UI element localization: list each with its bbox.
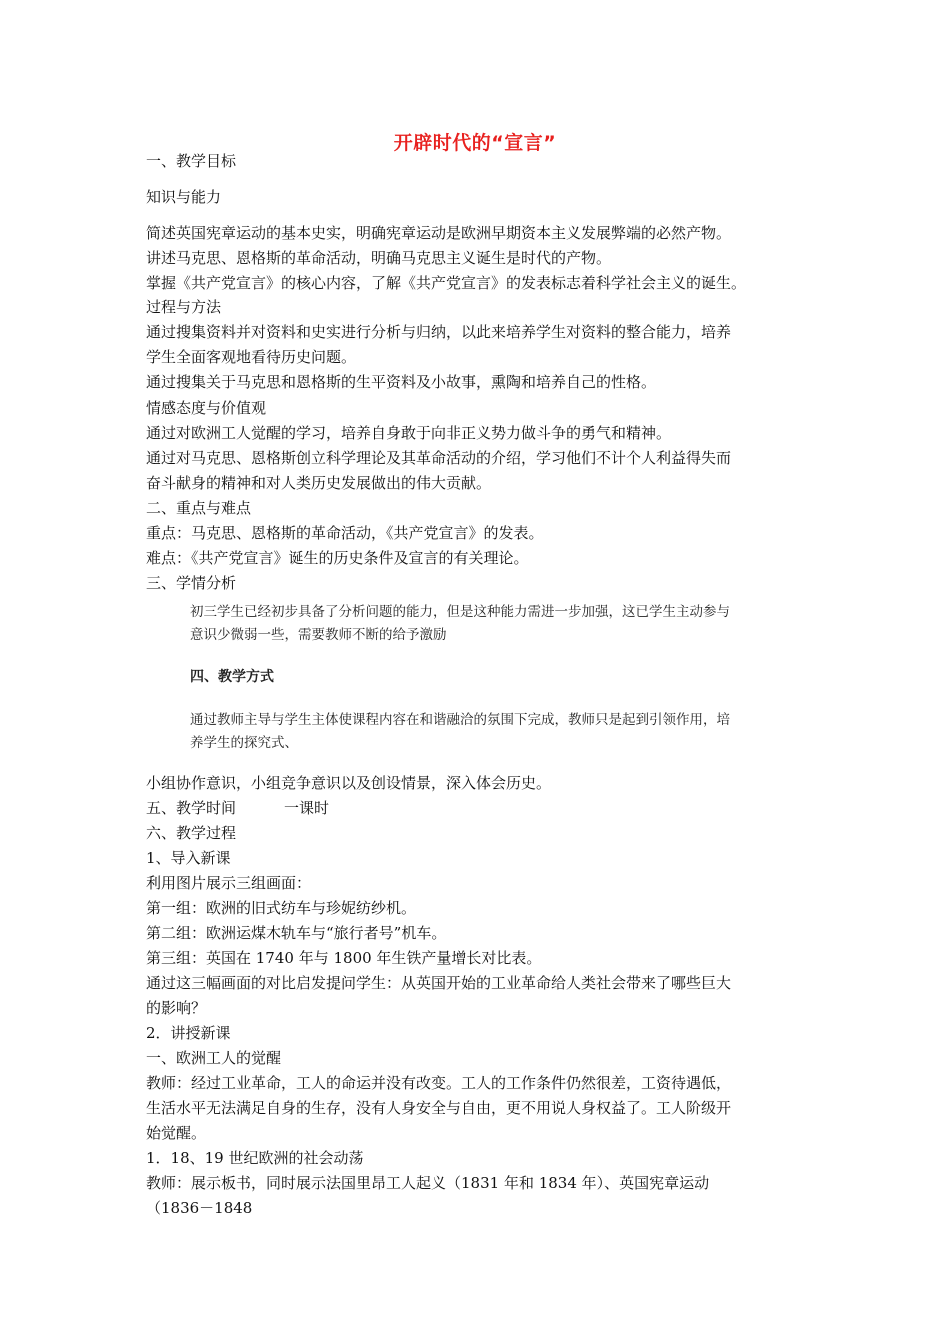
time-value: 一课时: [284, 799, 330, 817]
section-heading-time: [146, 798, 329, 818]
text-line: 第一组：欧洲的旧式纺车与珍妮纺纱机。: [146, 899, 417, 917]
text-line: 讲述马克思、恩格斯的革命活动，明确马克思主义诞生是时代的产物。: [146, 249, 612, 267]
inset-text-line: 养学生的探究式、: [190, 735, 298, 751]
text-line: 1．18、19 世纪欧洲的社会动荡: [146, 1149, 364, 1167]
text-line: 难点：《共产党宣言》诞生的历史条件及宣言的有关理论。: [146, 549, 529, 567]
section-heading-keypoints: 二、重点与难点: [146, 499, 252, 517]
document-title: 开辟时代的“宣言”: [393, 132, 557, 154]
inset-heading-methods: 四、教学方式: [190, 669, 274, 685]
text-line: 通过搜集关于马克思和恩格斯的生平资料及小故事，熏陶和培养自己的性格。: [146, 373, 657, 391]
time-label: 五、教学时间: [146, 799, 237, 817]
inset-text-line: 通过教师主导与学生主体使课程内容在和谐融洽的氛围下完成，教师只是起到引领作用，培: [190, 712, 730, 728]
subheading-knowledge: 知识与能力: [146, 188, 222, 206]
text-line: 的影响？: [146, 999, 207, 1017]
text-line: 简述英国宪章运动的基本史实，明确宪章运动是欧洲早期资本主义发展弊端的必然产物。: [146, 224, 732, 242]
section-heading-objectives: 一、教学目标: [146, 152, 237, 170]
text-line: 第三组：英国在 1740 年与 1800 年生铁产量增长对比表。: [146, 949, 542, 967]
text-line: 通过搜集资料并对资料和史实进行分析与归纳，以此来培养学生对资料的整合能力，培养: [146, 323, 732, 341]
text-line: 教师：展示板书，同时展示法国里昂工人起义（1831 年和 1834 年）、英国宪章运动: [146, 1174, 710, 1192]
inset-text-line: 意识少微弱一些，需要教师不断的给予激励: [190, 627, 447, 643]
text-line: 利用图片展示三组画面：: [146, 874, 312, 892]
text-line: 学生全面客观地看待历史问题。: [146, 348, 357, 366]
text-line: 小组协作意识，小组竞争意识以及创设情景，深入体会历史。: [146, 774, 552, 792]
text-line: 通过对马克思、恩格斯创立科学理论及其革命活动的介绍，学习他们不计个人利益得失而: [146, 449, 732, 467]
subheading-process: 过程与方法: [146, 298, 222, 316]
text-line: 通过对欧洲工人觉醒的学习，培养自身敢于向非正义势力做斗争的勇气和精神。: [146, 424, 672, 442]
text-line: 第二组：欧洲运煤木轨车与“旅行者号”机车。: [146, 924, 447, 942]
subheading-attitude: 情感态度与价值观: [146, 399, 267, 417]
text-line: 始觉醒。: [146, 1124, 207, 1142]
text-line: 重点：马克思、恩格斯的革命活动，《共产党宣言》的发表。: [146, 524, 544, 542]
section-heading-analysis: 三、学情分析: [146, 574, 237, 592]
text-line: 生活水平无法满足自身的生存，没有人身安全与自由，更不用说人身权益了。工人阶级开: [146, 1099, 732, 1117]
text-line: 掌握《共产党宣言》的核心内容，了解《共产党宣言》的发表标志着科学社会主义的诞生。: [146, 274, 747, 292]
subsection-heading-workers: 一、欧洲工人的觉醒: [146, 1049, 282, 1067]
inset-text-line: 初三学生已经初步具备了分析问题的能力，但是这种能力需进一步加强，这已学生主动参与: [190, 604, 730, 620]
text-line: 2．讲授新课: [146, 1024, 231, 1042]
section-heading-process: 六、教学过程: [146, 824, 237, 842]
text-line: 教师：经过工业革命，工人的命运并没有改变。工人的工作条件仍然很差，工资待遇低，: [146, 1074, 732, 1092]
text-line: 通过这三幅画面的对比启发提问学生：从英国开始的工业革命给人类社会带来了哪些巨大: [146, 974, 732, 992]
text-line: 奋斗献身的精神和对人类历史发展做出的伟大贡献。: [146, 474, 492, 492]
text-line: （1836－1848: [146, 1199, 253, 1217]
text-line: 1、导入新课: [146, 849, 231, 867]
